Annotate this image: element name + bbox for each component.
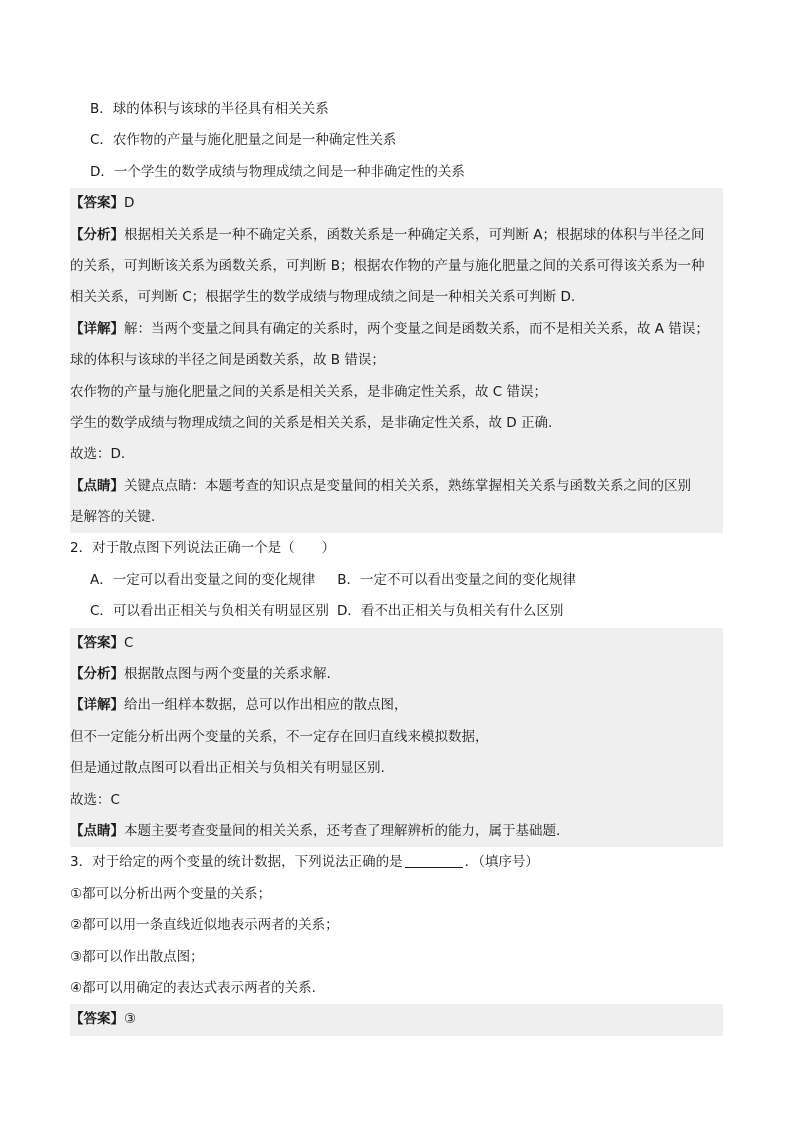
q2-options-row-1 (70, 565, 723, 596)
q3-stem-suffix: ．（填序号） (464, 854, 539, 871)
answer-blank (405, 853, 463, 868)
q3-stem-text: 3．对于给定的两个变量的统计数据，下列说法正确的是 (70, 854, 403, 871)
document-page (70, 94, 723, 1036)
q1-solution (70, 188, 723, 533)
q1-option-b: B．球的体积与该球的半径具有相关关系 (90, 101, 329, 117)
analysis-text: 根据散点图与两个变量的关系求解. (124, 666, 331, 683)
analysis-tag: 【分析】 (70, 666, 124, 683)
q2-solution (70, 628, 723, 848)
q3-item-4: ④都可以用确定的表达式表示两者的关系. (70, 979, 316, 996)
q1-comment-line-1 (70, 471, 723, 502)
answer-tag: 【答案】 (70, 634, 124, 651)
comment-tag: 【点睛】 (70, 477, 124, 494)
q1-answer (70, 188, 723, 219)
q2-option-c: C．可以看出正相关与负相关有明显区别 (90, 603, 329, 620)
answer-tag: 【答案】 (70, 195, 124, 212)
q3-stem (70, 847, 723, 878)
detail-text: 给出一组样本数据，总可以作出相应的散点图， (124, 697, 408, 714)
q3-item-1: ①都可以分析出两个变量的关系； (70, 885, 272, 902)
q3-answer (70, 1004, 723, 1035)
q2-detail-line-2: 但不一定能分析出两个变量的关系，不一定存在回归直线来模拟数据， (70, 728, 489, 745)
answer-value: ③ (124, 1011, 137, 1028)
detail-tag: 【详解】 (70, 697, 124, 714)
q2-analysis (70, 659, 723, 690)
q2-option-d: D．看不出正相关与负相关有什么区别 (336, 603, 564, 620)
q2-option-b: B．一定不可以看出变量之间的变化规律 (337, 571, 577, 588)
q2-option-a: A．一定可以看出变量之间的变化规律 (90, 571, 316, 588)
detail-text: 解：当两个变量之间具有确定的关系时，两个变量之间是函数关系，而不是相关关系，故 A 错误； (124, 320, 709, 337)
answer-value: D (124, 195, 135, 212)
q1-detail-line-3: 农作物的产量与施化肥量之间的关系是相关关系，是非确定性关系，故 C 错误； (70, 383, 548, 400)
q1-option-c: C．农作物的产量与施化肥量之间是一种确定性关系 (90, 132, 397, 149)
comment-tag: 【点睛】 (70, 822, 124, 839)
q2-comment (70, 816, 723, 847)
q2-detail-line-1 (70, 690, 723, 721)
q3-item-2: ②都可以用一条直线近似地表示两者的关系； (70, 917, 339, 934)
q3-solution (70, 1004, 723, 1035)
q1-comment-line-2: 是解答的关键. (70, 509, 156, 526)
answer-tag: 【答案】 (70, 1011, 124, 1028)
q1-detail-line-1 (70, 314, 723, 345)
q2-options-row-2 (70, 596, 723, 627)
q2-detail-line-4: 故选：C (70, 791, 120, 808)
q2-detail-line-3: 但是通过散点图可以看出正相关与负相关有明显区别. (70, 760, 385, 777)
q1-analysis-line-1 (70, 220, 723, 251)
q1-detail-line-5: 故选：D. (70, 446, 126, 463)
q1-option-d: D．一个学生的数学成绩与物理成绩之间是一种非确定性的关系 (90, 163, 465, 180)
q1-detail-line-4: 学生的数学成绩与物理成绩之间的关系是相关关系，是非确定性关系，故 D 正确. (70, 414, 553, 431)
comment-text: 关键点点睛：本题考查的知识点是变量间的相关关系，熟练掌握相关关系与函数关系之间的区别 (124, 477, 691, 494)
comment-text: 本题主要考查变量间的相关关系，还考查了理解辨析的能力，属于基础题. (124, 822, 561, 839)
q1-analysis-line-3: 相关关系，可判断 C；根据学生的数学成绩与物理成绩之间是一种相关关系可判断 D. (70, 289, 576, 306)
q2-answer (70, 628, 723, 659)
answer-value: C (124, 634, 134, 651)
q1-analysis-line-2: 的关系，可判断该关系为函数关系，可判断 B；根据农作物的产量与施化肥量之间的关系可得该关系为一种 (70, 257, 705, 274)
q3-item-3: ③都可以作出散点图； (70, 948, 204, 965)
detail-tag: 【详解】 (70, 320, 124, 337)
analysis-tag: 【分析】 (70, 226, 124, 243)
q2-stem: 2．对于散点图下列说法正确一个是（ ） (70, 540, 336, 557)
q1-detail-line-2: 球的体积与该球的半径之间是函数关系，故 B 错误； (70, 352, 385, 369)
analysis-text: 根据相关关系是一种不确定关系，函数关系是一种确定关系，可判断 A；根据球的体积与半径之间 (124, 226, 705, 243)
